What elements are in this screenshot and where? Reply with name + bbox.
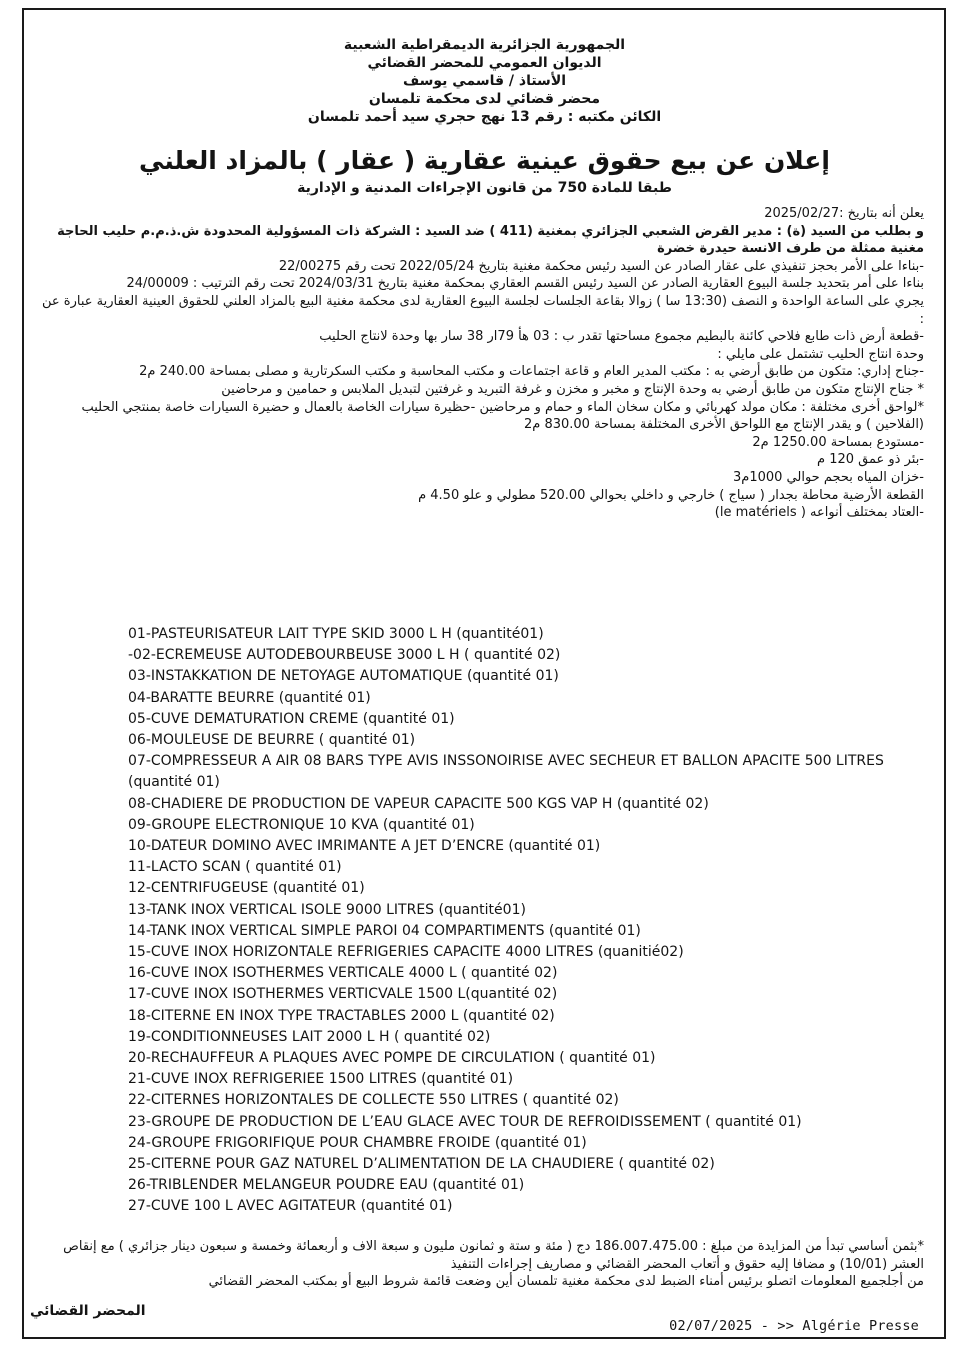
equipment-item: 06-MOULEUSE DE BEURRE ( quantité 01) [128, 732, 416, 749]
body-equipment-intro: -العتاد بمختلف أنواعه ( le matériels) [714, 505, 924, 521]
equipment-item: 15-CUVE INOX HORIZONTALE REFRIGERIES CAPACITE 4000 LITRES (quanitié02) [128, 944, 684, 961]
equipment-item: 13-TANK INOX VERTICAL ISOLE 9000 LITRES (quantité01) [128, 901, 526, 918]
body-admin-wing: -جناح إداري: متكون من طابق أرضي به : مكتب المدير العام و قاعة اجتماعات و مكتب المحاسبة و مكتب السكرتارية و مصلى بمساحة 240.00 م2 [139, 364, 924, 380]
header-line-5: الكائن مكتبه : رقم 13 نهج حجري سيد أحمد تلمسان [307, 109, 662, 125]
body-hearing-order: بناءا على أمر بتحديد جلسة البيوع العقارية الصادر عن السيد رئيس القسم العقاري بمحكمة مغنية بتاريخ 2024/03/31 تحت رقم الترتيب : 24/00009 [126, 276, 924, 292]
price-section [38, 1238, 924, 1291]
bailiff-signature: المحضر القضائي [30, 1303, 146, 1319]
footer-source: 02/07/2025 - >> Algérie Presse [669, 1318, 919, 1334]
announcement-body [38, 205, 924, 522]
letterhead [0, 36, 969, 126]
equipment-item: -02-ECREMEUSE AUTODEBOURBEUSE 3000 L H ( quantité 02) [128, 647, 561, 664]
body-session-time: يجري على الساعة الواحدة و النصف (13:30 سا ) زوالا بقاعة الجلسات لجلسة البيوع العقارية لدى محكمة مغنية البيع بالمزاد العلني للحقوق العينية العقارية عبارة عن : [41, 293, 924, 327]
equipment-item: 08-CHADIERE DE PRODUCTION DE VAPEUR CAPACITE 500 KGS VAP H (quantité 02) [128, 795, 709, 812]
equipment-item: 19-CONDITIONNEUSES LAIT 2000 L H ( quantité 02) [128, 1028, 491, 1045]
contact-info: من أجلجميع المعلومات اتصلو برئيس أمناء الضبط لدى محكمة مغنية تلمسان أين وضعت قائمة شروط البيع أو بمكتب المحضر القضائي [208, 1274, 924, 1289]
body-seizure-order: -بناءا على الأمر بحجز تنفيذي على عقار الصادر عن السيد رئيس محكمة مغنية بتاريخ 2022/05/24 تحت رقم 22/00275 [278, 258, 924, 274]
equipment-item: 04-BARATTE BEURRE (quantité 01) [128, 689, 371, 706]
body-land-parcel: -قطعة أرض ذات طابع فلاحي كائنة بالبطيم مجموع مساحتها تقدر ب : 03 هأ 79ار 38 سار بها وحدة لانتاج الحليب [319, 329, 924, 345]
equipment-item: 27-CUVE 100 L AVEC AGITATEUR (quantité 01) [128, 1198, 453, 1215]
equipment-item: 21-CUVE INOX REFRIGERIEE 1500 LITRES (quantité 01) [128, 1071, 514, 1088]
body-annexes: *لواحق أخرى مختلفة : مكان مولد كهربائي و مكان سخان الماء و حمام و مرحاضين -حظيرة سيارات الخاصة بالعمال و حضيرة السيارات خاصة بمنتجي الحليب (الفلاحين ) و يقدر الإنتاج مع اللواحق الأخرى المختلفة بمساحة 830.00 م2 [81, 399, 924, 433]
equipment-item: 11-LACTO SCAN ( quantité 01) [128, 859, 342, 876]
header-line-4: محضر قضائي لدى محكمة تلمسان [368, 91, 601, 107]
equipment-item: 05-CUVE DEMATURATION CREME (quantité 01) [128, 710, 455, 727]
equipment-item: 20-RECHAUFFEUR A PLAQUES AVEC POMPE DE CIRCULATION ( quantité 01) [128, 1050, 656, 1067]
body-water-tank: -خزان المياه بحجم حوالي 1000م3 [732, 469, 924, 485]
header-line-2: الديوان العمومي للمحضر القضائي [367, 55, 602, 71]
header-line-3: الأستاذ / قاسمي يوسف [402, 73, 567, 89]
equipment-item: 26-TRIBLENDER MELANGEUR POUDRE EAU (quantité 01) [128, 1177, 525, 1194]
equipment-item: 12-CENTRIFUGEUSE (quantité 01) [128, 880, 365, 897]
equipment-item: 25-CITERNE POUR GAZ NATUREL D’ALIMENTATION DE LA CHAUDIERE ( quantité 02) [128, 1156, 715, 1173]
equipment-list [128, 624, 928, 1218]
base-price: *بثمن أساسي تبدأ من المزايدة من مبلغ : 186.007.475.00 دج ( مئة و ستة و ثمانون مليون و سبعة الاف و أربعمائة وخمسة و سبعون دينار جزائري ) مع إنقاص العشر (10/01) و مضافا إليه حقوق و أتعاب المحضر القضائي و مصاريف إجراءات التنفيذ [63, 1239, 924, 1272]
equipment-item: 16-CUVE INOX ISOTHERMES VERTICALE 4000 L ( quantité 02) [128, 965, 558, 982]
header-line-1: الجمهورية الجزائرية الديمقراطية الشعبية [343, 37, 626, 53]
equipment-item: 24-GROUPE FRIGORIFIQUE POUR CHAMBRE FROIDE (quantité 01) [128, 1134, 587, 1151]
body-parties: و بطلب من السيد (ة) : مدير القرض الشعبي الجزائري بمغنية (411 ) ضد السيد : الشركة ذات المسؤولية المحدودة ش.ذ.م.م حليب الحاجة مغنية ممثلة من طرف الانسة حيدرة خضرة [57, 223, 924, 257]
announcement-title: إعلان عن بيع حقوق عينية عقارية ( عقار ) بالمزاد العلني [139, 146, 830, 175]
equipment-item: 10-DATEUR DOMINO AVEC IMRIMANTE A JET D’ENCRE (quantité 01) [128, 838, 601, 855]
equipment-item: 01-PASTEURISATEUR LAIT TYPE SKID 3000 L H (quantité01) [128, 626, 544, 642]
equipment-item: 22-CITERNES HORIZONTALES DE COLLECTE 550 LITRES ( quantité 02) [128, 1092, 619, 1109]
equipment-item: 09-GROUPE ELECTRONIQUE 10 KVA (quantité 01) [128, 816, 475, 833]
body-unit-intro: وحدة انتاج الحليب تشتمل على مايلي : [717, 346, 924, 362]
equipment-item: 17-CUVE INOX ISOTHERMES VERTICVALE 1500 L(quantité 02) [128, 986, 558, 1003]
body-fence: القطعة الأرضية محاطة بجدار ( سياج ) خارجي و داخلي بحوالي 520.00 مطولي و علو 4.50 م [418, 487, 924, 503]
equipment-item: 07-COMPRESSEUR A AIR 08 BARS TYPE AVIS INSSONOIRISE AVEC SECHEUR ET BALLON APACITE 500 LITRES (quantité 01) [128, 753, 884, 791]
equipment-item: 03-INSTAKKATION DE NETOYAGE AUTOMATIQUE (quantité 01) [128, 668, 559, 685]
body-well: -بئر ذو عمق 120 م [817, 452, 924, 468]
body-date: يعلن أنه بتاريخ :2025/02/27 [764, 206, 924, 221]
equipment-item: 14-TANK INOX VERTICAL SIMPLE PAROI 04 COMPARTIMENTS (quantité 01) [128, 922, 641, 939]
body-production-wing: * جناح الإنتاج متكون من طابق أرضي به وحدة الإنتاج و مخبر و مخزن و غرفة التبريد و غرفتين لتبديل الملابس و حمامين و مرحاضين [221, 381, 924, 397]
equipment-item: 23-GROUPE DE PRODUCTION DE L’EAU GLACE AVEC TOUR DE REFROIDISSEMENT ( quantité 01) [128, 1113, 802, 1130]
body-warehouse: -مستودع بمساحة 1250.00 م2 [752, 434, 924, 450]
equipment-item: 18-CITERNE EN INOX TYPE TRACTABLES 2000 L (quantité 02) [128, 1007, 555, 1024]
announcement-subtitle: طبقا للمادة 750 من قانون الإجراءات المدنية و الإدارية [297, 180, 672, 196]
